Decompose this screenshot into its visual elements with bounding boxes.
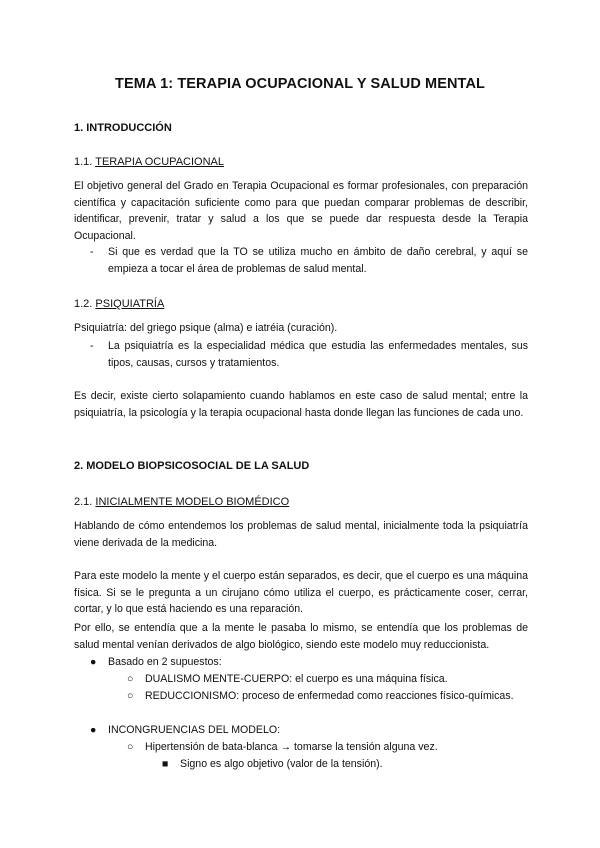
sub-bullet-item-text: REDUCCIONISMO: proceso de enfermedad como reacciones físico-químicas. [145, 690, 514, 702]
subsection-number: 2.1. [74, 496, 93, 508]
bullet-item-text: Basado en 2 supuestos: [108, 656, 222, 668]
hollow-circle-bullet-icon: ○ [127, 690, 134, 702]
subsection-number: 1.1. [74, 156, 93, 168]
subsection-label: PSIQUIATRÍA [95, 298, 165, 310]
paragraph-modelo-mente-cuerpo: Para este modelo la mente y el cuerpo están separados, es decir, que el cuerpo es una máquina física. Si se le pregunta a un cirujano cómo utiliza el cuerpo, es prácticamente coser, cerrar, cortar, y lo que está haciendo es una reparación. [74, 570, 528, 615]
dash-item-text: La psiquiatría es la especialidad médica que estudia las enfermedades mentales, sus tipos, causas, cursos y tratamientos. [108, 340, 528, 369]
sub-bullet-item-reduccionismo [127, 688, 514, 705]
paragraph-psiquiatria-definicion: Psiquiatría: del griego psique (alma) e iatréia (curación). [74, 322, 338, 334]
subsection-label: TERAPIA OCUPACIONAL [95, 156, 224, 168]
paragraph-solapamiento: Es decir, existe cierto solapamiento cuando hablamos en este caso de salud mental; entre la psiquiatría, la psicología y la terapia ocupacional hasta donde llegan las funciones de cada uno. [74, 390, 528, 419]
subsection-heading-psiquiatria [74, 298, 164, 310]
section-heading-modelo-biopsicosocial: 2. MODELO BIOPSICOSOCIAL DE LA SALUD [74, 460, 310, 472]
subsection-number: 1.2. [74, 298, 93, 310]
dash-list-item-psiquiatria [90, 338, 528, 371]
filled-square-bullet-icon: ■ [162, 758, 169, 770]
paragraph-reduccionista: Por ello, se entendía que a la mente le pasaba lo mismo, se entendía que los problemas de salud mental venían derivados de algo biológico, siendo este modelo muy reduccionista. [74, 622, 528, 651]
hollow-circle-bullet-icon: ○ [127, 673, 134, 685]
paragraph-objetivo-general: El objetivo general del Grado en Terapia Ocupacional es formar profesionales, con preparación científica y capacitación suficiente como para que puedan comparar problemas de describir, identificar, prevenir, tratar y salud a los que se puede dar respuesta desde la Terapia Ocupacional. [74, 180, 528, 242]
subsection-label: INICIALMENTE MODELO BIOMÉDICO [95, 496, 290, 508]
paragraph-hablando-salud-mental: Hablando de cómo entendemos los problemas de salud mental, inicialmente toda la psiquiatría viene derivada de la medicina. [74, 520, 528, 549]
dash-marker: - [90, 246, 94, 258]
section-heading-introduccion: 1. INTRODUCCIÓN [74, 122, 172, 134]
sub-bullet-item-dualismo [127, 671, 448, 688]
sub-bullet-item-hipertension [127, 739, 438, 756]
filled-circle-bullet-icon: ● [90, 656, 97, 668]
sub-sub-bullet-item-signo [162, 756, 383, 773]
sub-sub-bullet-item-text: Signo es algo objetivo (valor de la tensión). [180, 758, 383, 770]
bullet-item-supuestos [90, 654, 222, 671]
bullet-item-text: INCONGRUENCIAS DEL MODELO: [108, 724, 281, 736]
dash-list-item-to [90, 244, 528, 277]
sub-bullet-item-text: DUALISMO MENTE-CUERPO: el cuerpo es una máquina física. [145, 673, 448, 685]
subsection-heading-terapia-ocupacional [74, 156, 224, 168]
subsection-heading-modelo-biomedico [74, 496, 289, 508]
dash-marker: - [90, 340, 94, 352]
dash-item-text: Si que es verdad que la TO se utiliza mucho en ámbito de daño cerebral, y aquí se empieza a tocar el área de problemas de salud mental. [108, 246, 528, 275]
hollow-circle-bullet-icon: ○ [127, 741, 134, 753]
bullet-item-incongruencias [90, 722, 280, 739]
sub-bullet-item-text: Hipertensión de bata-blanca → tomarse la tensión alguna vez. [145, 741, 438, 753]
filled-circle-bullet-icon: ● [90, 724, 97, 736]
document-title: TEMA 1: TERAPIA OCUPACIONAL Y SALUD MENTAL [115, 76, 485, 92]
